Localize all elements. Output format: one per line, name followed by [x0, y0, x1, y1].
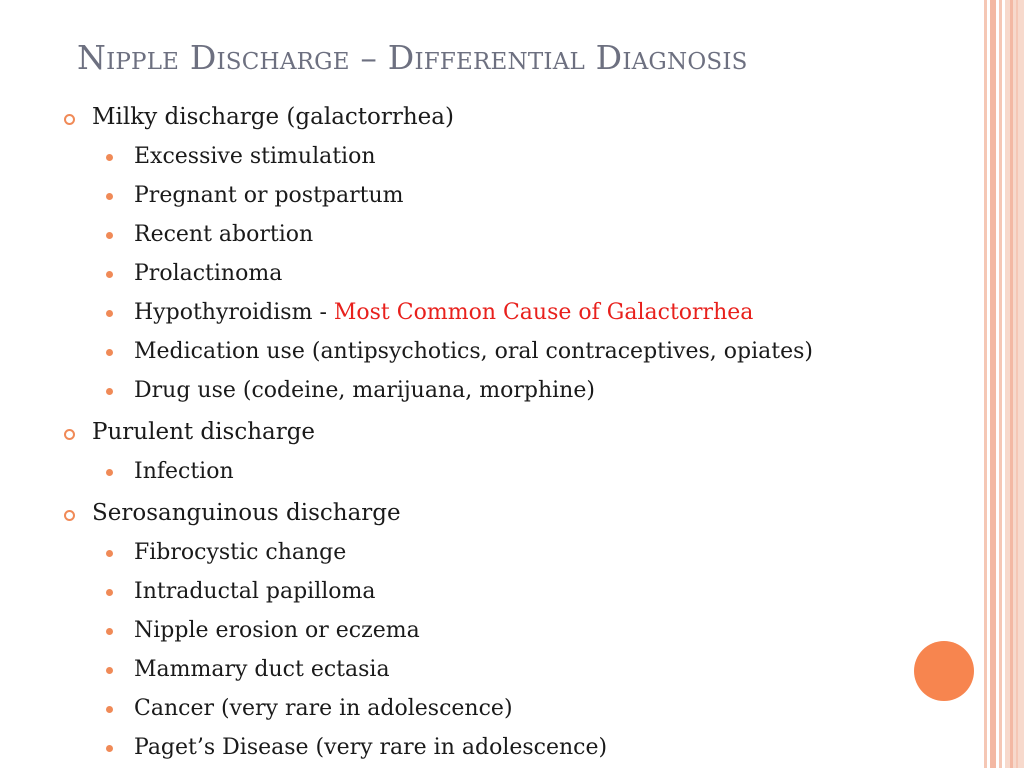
list-item: Fibrocystic change [134, 540, 347, 565]
item-bullet-icon [106, 706, 113, 713]
list-item: Cancer (very rare in adolescence) [134, 696, 513, 721]
decorative-stripe [1010, 0, 1013, 768]
item-bullet-icon [106, 628, 113, 635]
item-bullet-icon [106, 589, 113, 596]
list-item: Intraductal papilloma [134, 579, 376, 604]
highlight-text: Most Common Cause of Galactorrhea [333, 300, 754, 325]
section-heading-purulent: Purulent discharge [92, 419, 316, 445]
section-bullet-icon [64, 114, 75, 125]
list-item: Recent abortion [134, 222, 314, 247]
decorative-stripe [990, 0, 996, 768]
decorative-stripe [1016, 0, 1018, 768]
section-bullet-icon [64, 429, 75, 440]
item-bullet-icon [106, 667, 113, 674]
item-bullet-icon [106, 745, 113, 752]
item-bullet-icon [106, 154, 113, 161]
list-item: Drug use (codeine, marijuana, morphine) [134, 378, 595, 403]
list-item: Mammary duct ectasia [134, 657, 390, 682]
item-bullet-icon [106, 550, 113, 557]
list-item-text: Hypothyroidism - [134, 300, 334, 325]
item-bullet-icon [106, 388, 113, 395]
decorative-stripe [999, 0, 1002, 768]
section-bullet-icon [64, 510, 75, 521]
item-bullet-icon [106, 349, 113, 356]
decorative-circle [914, 641, 974, 701]
section-heading-milky: Milky discharge (galactorrhea) [92, 104, 454, 130]
item-bullet-icon [106, 271, 113, 278]
list-item: Infection [134, 459, 234, 484]
list-item: Pregnant or postpartum [134, 183, 404, 208]
item-bullet-icon [106, 232, 113, 239]
list-item [134, 300, 753, 325]
slide-title: Nipple Discharge – Differential Diagnosis [77, 38, 748, 77]
decorative-stripe [1005, 0, 1024, 768]
list-item: Paget’s Disease (very rare in adolescence) [134, 735, 608, 760]
list-item: Prolactinoma [134, 261, 283, 286]
list-item: Medication use (antipsychotics, oral contraceptives, opiates) [134, 339, 813, 364]
section-heading-serosanguinous: Serosanguinous discharge [92, 500, 401, 526]
decorative-stripe [984, 0, 987, 768]
list-item: Excessive stimulation [134, 144, 376, 169]
item-bullet-icon [106, 193, 113, 200]
item-bullet-icon [106, 310, 113, 317]
list-item: Nipple erosion or eczema [134, 618, 420, 643]
item-bullet-icon [106, 469, 113, 476]
